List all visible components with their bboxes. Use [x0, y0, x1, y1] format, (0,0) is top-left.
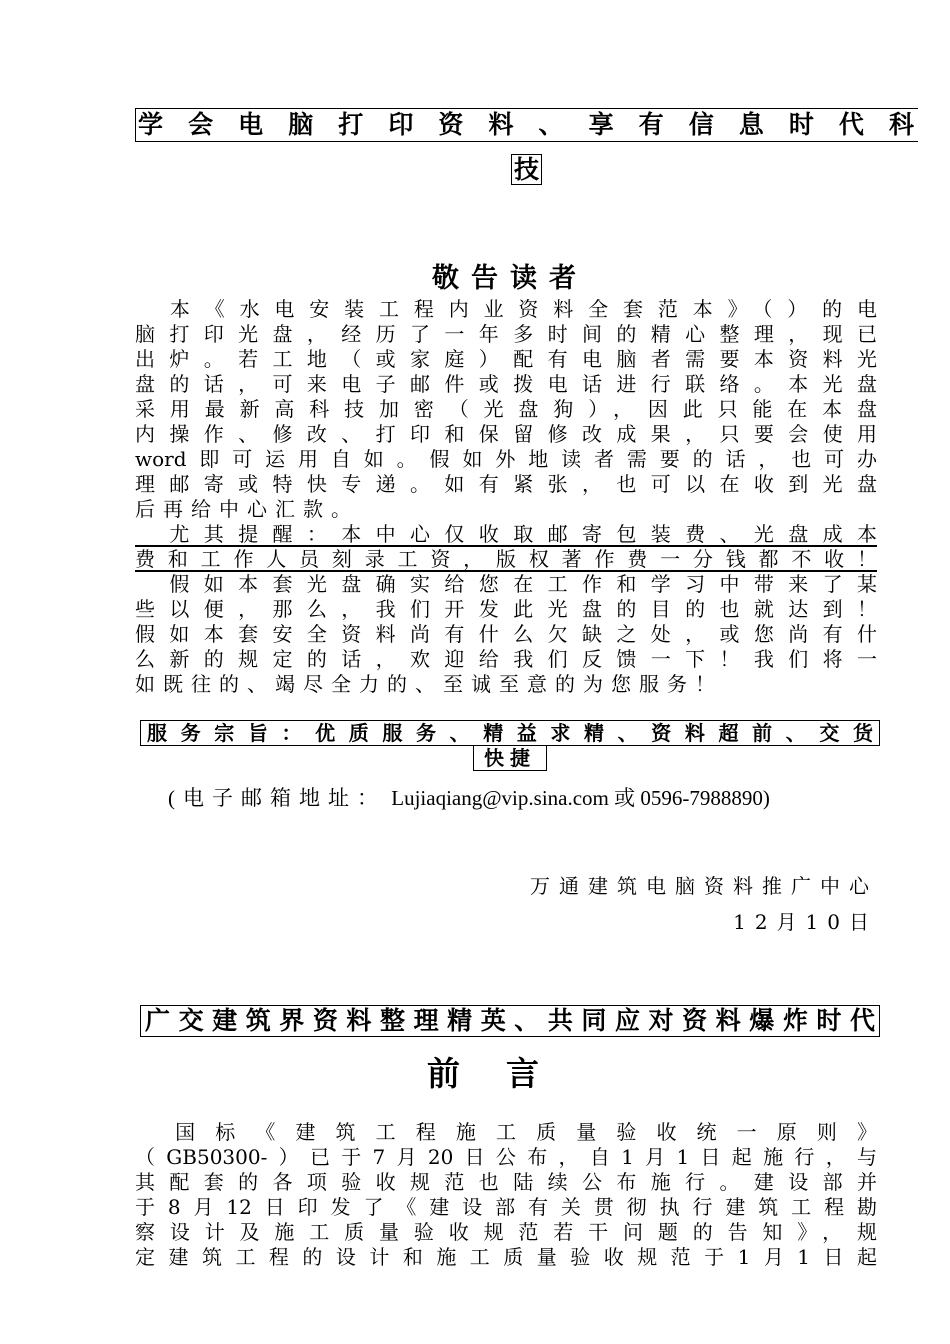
service-motto: [140, 720, 880, 770]
paragraph-line: 么新的规定的话，欢迎给我们反馈一下！我们将一: [135, 647, 877, 671]
contact-or: 或: [614, 786, 636, 810]
paragraph-line: 盘的话，可来电子邮件或拨电话进行联络。本光盘: [135, 372, 877, 396]
document-title: [135, 108, 918, 186]
paragraph-line: word即可运用自如。假如外地读者需要的话，也可办: [135, 447, 877, 471]
paragraph-line: 后再给中心汇款。: [135, 497, 359, 521]
highlight-line: 尤其提醒：本中心仅收取邮寄包装费、光盘成本: [135, 522, 877, 546]
preface-paragraph: [135, 1120, 877, 1270]
contact-line: [168, 782, 770, 812]
paragraph-line: 本《水电安装工程内业资料全套范本》（）的电: [135, 297, 877, 321]
highlight-line: 费和工作人员刻录工资，版权著作费一分钱都不收！: [135, 547, 877, 571]
paragraph-line: 内操作、修改、打印和保留修改成果，只要会使用: [135, 422, 877, 446]
title-line-1: 学会电脑打印资料、享有信息时代科: [135, 108, 918, 142]
paragraph-line: 理邮寄或特快专递。如有紧张，也可以在收到光盘: [135, 472, 877, 496]
paragraph-line: 假如本套光盘确实给您在工作和学习中带来了某: [135, 572, 877, 596]
notice-paragraph-2: [135, 522, 877, 572]
signature-date: 12月10日: [733, 910, 878, 934]
paragraph-line: 如既往的、竭尽全力的、至诚至意的为您服务！: [135, 672, 723, 696]
phone-number: 0596-7988890): [640, 786, 770, 810]
notice-paragraph-3: [135, 572, 877, 697]
paragraph-line: 其配套的各项验收规范也陆续公布施行。建设部并: [135, 1170, 877, 1194]
paragraph-line: 于8月12日印发了《建设部有关贯彻执行建筑工程勘: [135, 1195, 877, 1219]
notice-paragraph-1: [135, 297, 877, 522]
section-banner: 广交建筑界资料整理精英、共同应对资料爆炸时代: [140, 1005, 880, 1037]
service-line-2: 快捷: [473, 745, 547, 771]
paragraph-line: 出炉。若工地（或家庭）配有电脑者需要本资料光: [135, 347, 877, 371]
paragraph-line: 采用最新高科技加密（光盘狗），因此只能在本盘: [135, 397, 877, 421]
paragraph-line: 假如本套安全资料尚有什么欠缺之处，或您尚有什: [135, 622, 877, 646]
contact-label: (电子邮箱地址：: [168, 786, 386, 810]
signature-org: 万通建筑电脑资料推广中心: [530, 874, 878, 898]
service-line-1: 服务宗旨：优质服务、精益求精、资料超前、交货: [140, 720, 880, 746]
notice-heading: 敬告读者: [432, 263, 588, 294]
preface-heading: 前言: [427, 1054, 585, 1093]
paragraph-line: 国标《建筑工程施工质量验收统一原则》: [135, 1120, 877, 1144]
paragraph-line: 察设计及施工质量验收规范若干问题的告知》，规: [135, 1220, 877, 1244]
paragraph-line: （GB50300-）已于7月20日公布，自1月1日起施行，与: [135, 1145, 877, 1169]
paragraph-line: 些以便，那么，我们开发此光盘的目的也就达到！: [135, 597, 877, 621]
title-line-2: 技: [511, 154, 542, 185]
paragraph-line: 脑打印光盘，经历了一年多时间的精心整理，现已: [135, 322, 877, 346]
email-address: Lujiaqiang@vip.sina.com: [391, 786, 609, 810]
paragraph-line: 定建筑工程的设计和施工质量验收规范于1月1日起: [135, 1245, 877, 1269]
